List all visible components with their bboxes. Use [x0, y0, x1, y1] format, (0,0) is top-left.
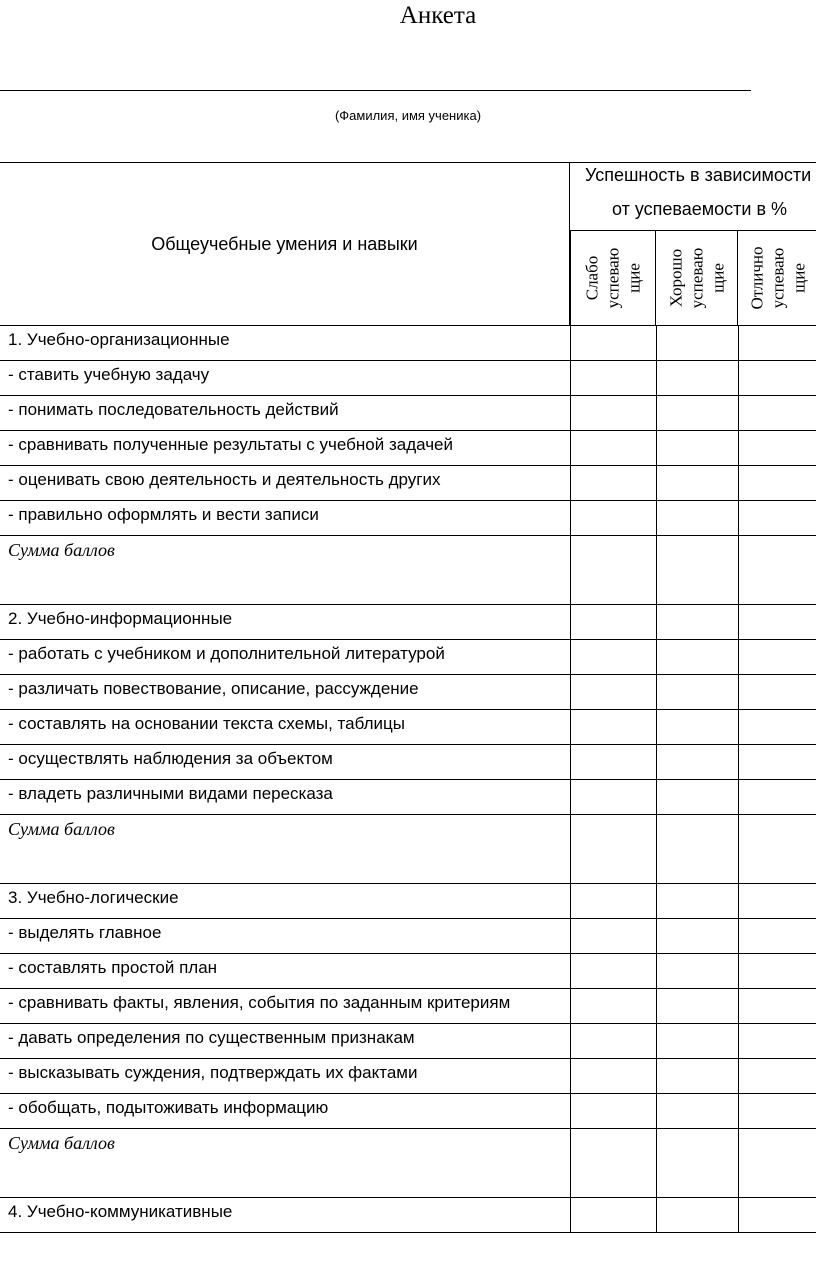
- table-row: [0, 396, 816, 431]
- column-header-excellent-line3: щие: [789, 263, 809, 293]
- skill-label: 2. Учебно-информационные: [8, 609, 233, 628]
- table-row: [0, 745, 816, 780]
- table-row: [0, 780, 816, 815]
- score-cell-good[interactable]: [656, 1129, 738, 1197]
- skill-label: - различать повествование, описание, рассуждение: [8, 679, 419, 698]
- skill-label: - составлять простой план: [8, 958, 218, 977]
- score-cell-weak[interactable]: [570, 605, 656, 639]
- score-cell-good[interactable]: [656, 815, 738, 883]
- column-header-excellent: [738, 231, 816, 325]
- table-row: [0, 710, 816, 745]
- score-cell-good[interactable]: [656, 466, 738, 500]
- score-cell-weak[interactable]: [570, 536, 656, 604]
- skill-label: 4. Учебно-коммуникативные: [8, 1202, 233, 1221]
- skill-label: - обобщать, подытоживать информацию: [8, 1098, 329, 1117]
- column-header-good-line1: Хорошо: [666, 248, 685, 308]
- score-cell-excellent[interactable]: [738, 989, 816, 1023]
- score-cell-good[interactable]: [656, 1059, 738, 1093]
- score-cell-weak[interactable]: [570, 1129, 656, 1197]
- score-cell-good[interactable]: [656, 1024, 738, 1058]
- column-header-good-line2: успеваю: [687, 247, 706, 309]
- skill-label: - правильно оформлять и вести записи: [8, 505, 319, 524]
- skill-label: - осуществлять наблюдения за объектом: [8, 749, 333, 768]
- table-body: [0, 326, 816, 1233]
- score-cell-excellent[interactable]: [738, 1024, 816, 1058]
- success-group-header: [570, 163, 816, 231]
- sum-row: [0, 536, 816, 605]
- score-cell-good[interactable]: [656, 919, 738, 953]
- skill-label: - высказывать суждения, подтверждать их фактами: [8, 1063, 418, 1082]
- skill-label: - работать с учебником и дополнительной литературой: [8, 644, 445, 663]
- score-cell-excellent[interactable]: [738, 361, 816, 395]
- column-header-weak: [570, 231, 656, 325]
- score-cell-weak[interactable]: [570, 780, 656, 814]
- skill-label: - сравнивать факты, явления, события по заданным критериям: [8, 993, 511, 1012]
- score-cell-weak[interactable]: [570, 501, 656, 535]
- table-row: [0, 1059, 816, 1094]
- skill-label: - составлять на основании текста схемы, таблицы: [8, 714, 405, 733]
- skill-label: 3. Учебно-логические: [8, 888, 179, 907]
- score-cell-weak[interactable]: [570, 466, 656, 500]
- score-cell-excellent[interactable]: [738, 815, 816, 883]
- document-title: Анкета: [399, 2, 477, 29]
- column-header-weak-line2: успеваю: [603, 247, 622, 309]
- score-cell-good[interactable]: [656, 780, 738, 814]
- score-cell-weak[interactable]: [570, 1024, 656, 1058]
- table-header: [0, 163, 816, 326]
- score-cell-weak[interactable]: [570, 919, 656, 953]
- score-cell-excellent[interactable]: [738, 326, 816, 360]
- sum-row: [0, 815, 816, 884]
- column-header-excellent-line1: Отлично: [747, 246, 767, 310]
- skill-label: - понимать последовательность действий: [8, 400, 339, 419]
- sum-label: Сумма баллов: [8, 540, 115, 560]
- score-cell-weak[interactable]: [570, 989, 656, 1023]
- score-cell-excellent[interactable]: [738, 745, 816, 779]
- table-row: [0, 989, 816, 1024]
- score-cell-good[interactable]: [656, 1198, 738, 1232]
- score-cell-excellent[interactable]: [738, 954, 816, 988]
- score-cell-weak[interactable]: [570, 954, 656, 988]
- score-cell-good[interactable]: [656, 326, 738, 360]
- score-cell-excellent[interactable]: [738, 1129, 816, 1197]
- table-row: [0, 1198, 816, 1233]
- score-cell-weak[interactable]: [570, 1094, 656, 1128]
- score-cell-good[interactable]: [656, 745, 738, 779]
- table-row: [0, 326, 816, 361]
- skill-label: - владеть различными видами пересказа: [8, 784, 333, 803]
- score-cell-excellent[interactable]: [738, 501, 816, 535]
- score-cell-weak[interactable]: [570, 1059, 656, 1093]
- table-row: [0, 361, 816, 396]
- skill-label: - давать определения по существенным признакам: [8, 1028, 415, 1047]
- score-cell-excellent[interactable]: [738, 1094, 816, 1128]
- score-cell-weak[interactable]: [570, 326, 656, 360]
- score-cell-good[interactable]: [656, 431, 738, 465]
- score-cell-excellent[interactable]: [738, 1059, 816, 1093]
- student-name-caption: (Фамилия, имя ученика): [334, 108, 482, 123]
- score-cell-good[interactable]: [656, 536, 738, 604]
- survey-table: [0, 162, 816, 1233]
- score-cell-weak[interactable]: [570, 1198, 656, 1232]
- column-header-good: [656, 231, 738, 325]
- table-row: [0, 431, 816, 466]
- score-cell-weak[interactable]: [570, 431, 656, 465]
- table-row: [0, 501, 816, 536]
- score-cell-good[interactable]: [656, 675, 738, 709]
- column-header-weak-line3: щие: [624, 263, 643, 293]
- score-cell-excellent[interactable]: [738, 396, 816, 430]
- table-row: [0, 954, 816, 989]
- score-cell-excellent[interactable]: [738, 536, 816, 604]
- column-header-weak-line1: Слабо: [582, 255, 601, 301]
- skill-label: - ставить учебную задачу: [8, 365, 210, 384]
- success-header-line2: от успеваемости в %: [612, 199, 788, 219]
- table-row: [0, 884, 816, 919]
- score-cell-weak[interactable]: [570, 884, 656, 918]
- score-cell-good[interactable]: [656, 605, 738, 639]
- score-cell-excellent[interactable]: [738, 1198, 816, 1232]
- column-header-excellent-line2: успеваю: [768, 247, 788, 309]
- score-cell-weak[interactable]: [570, 745, 656, 779]
- score-cell-good[interactable]: [656, 954, 738, 988]
- score-cell-excellent[interactable]: [738, 884, 816, 918]
- score-cell-weak[interactable]: [570, 396, 656, 430]
- skill-label: - оценивать свою деятельность и деятельность других: [8, 470, 441, 489]
- skills-column-header: [0, 163, 570, 325]
- score-cell-excellent[interactable]: [738, 466, 816, 500]
- score-cell-excellent[interactable]: [738, 780, 816, 814]
- score-cell-good[interactable]: [656, 640, 738, 674]
- score-cell-weak[interactable]: [570, 710, 656, 744]
- score-cell-good[interactable]: [656, 710, 738, 744]
- score-cell-excellent[interactable]: [738, 919, 816, 953]
- table-row: [0, 466, 816, 501]
- score-cell-excellent[interactable]: [738, 431, 816, 465]
- student-name-line[interactable]: [0, 90, 751, 91]
- column-header-good-line3: щие: [708, 263, 727, 293]
- score-cell-weak[interactable]: [570, 675, 656, 709]
- score-cell-weak[interactable]: [570, 361, 656, 395]
- sum-row: [0, 1129, 816, 1198]
- score-cell-good[interactable]: [656, 396, 738, 430]
- score-cell-good[interactable]: [656, 1094, 738, 1128]
- score-cell-good[interactable]: [656, 361, 738, 395]
- table-row: [0, 1024, 816, 1059]
- table-row: [0, 1094, 816, 1129]
- score-cell-good[interactable]: [656, 501, 738, 535]
- skill-label: - выделять главное: [8, 923, 162, 942]
- skill-label: - сравнивать полученные результаты с учебной задачей: [8, 435, 454, 454]
- skill-label: 1. Учебно-организационные: [8, 330, 230, 349]
- score-cell-excellent[interactable]: [738, 605, 816, 639]
- table-row: [0, 605, 816, 640]
- sum-label: Сумма баллов: [8, 819, 115, 839]
- score-cell-good[interactable]: [656, 884, 738, 918]
- score-cell-weak[interactable]: [570, 640, 656, 674]
- skills-header-label: Общеучебные умения и навыки: [151, 233, 418, 254]
- score-cell-good[interactable]: [656, 989, 738, 1023]
- score-cell-excellent[interactable]: [738, 710, 816, 744]
- score-cell-excellent[interactable]: [738, 675, 816, 709]
- sum-label: Сумма баллов: [8, 1133, 115, 1153]
- table-row: [0, 919, 816, 954]
- table-row: [0, 675, 816, 710]
- table-row: [0, 640, 816, 675]
- score-cell-excellent[interactable]: [738, 640, 816, 674]
- score-cell-weak[interactable]: [570, 815, 656, 883]
- success-header-line1: Успешность в зависимости: [585, 165, 812, 185]
